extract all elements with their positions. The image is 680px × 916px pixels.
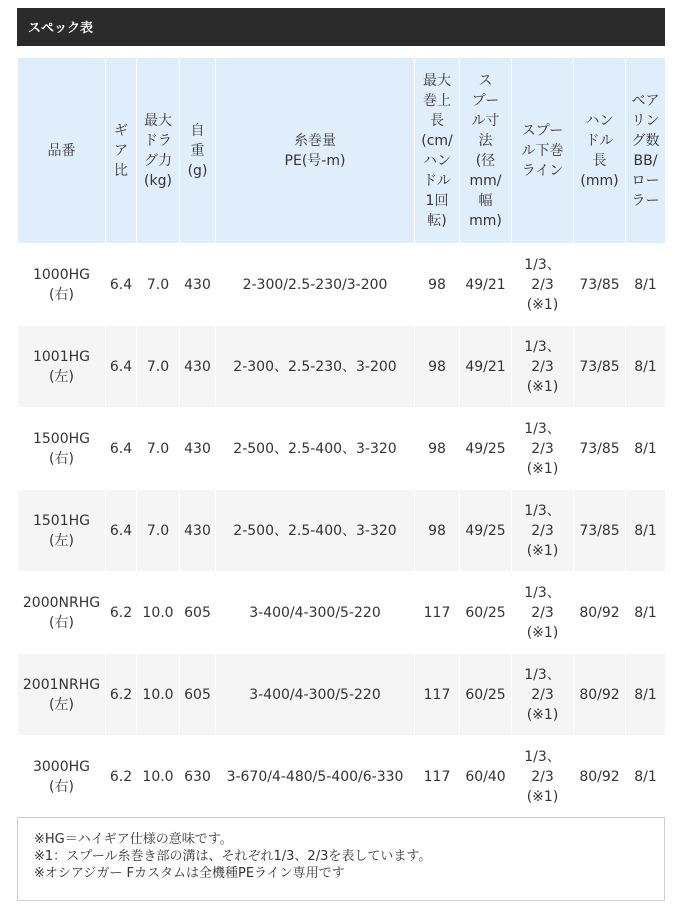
table-cell: 430	[180, 326, 216, 408]
table-cell: 98	[415, 408, 460, 490]
table-cell: 8/1	[626, 408, 666, 490]
table-cell: 2-500、2.5-400、3-320	[216, 408, 415, 490]
table-cell: 1500HG (右)	[18, 408, 106, 490]
header-cell: ハン ドル 長 (mm)	[574, 58, 626, 244]
table-cell: 430	[180, 490, 216, 572]
section-title-bar	[17, 8, 665, 46]
table-cell: 60/25	[460, 654, 512, 736]
table-cell: 49/21	[460, 244, 512, 326]
table-row	[18, 244, 666, 326]
table-cell: 1001HG (左)	[18, 326, 106, 408]
table-cell: 8/1	[626, 490, 666, 572]
table-cell: 60/40	[460, 736, 512, 818]
table-cell: 117	[415, 654, 460, 736]
table-cell: 60/25	[460, 572, 512, 654]
notes-box	[17, 817, 665, 901]
table-cell: 49/25	[460, 490, 512, 572]
table-cell: 10.0	[137, 736, 180, 818]
table-cell: 6.4	[106, 408, 137, 490]
table-cell: 430	[180, 408, 216, 490]
table-cell: 3-400/4-300/5-220	[216, 572, 415, 654]
table-cell: 73/85	[574, 326, 626, 408]
header-cell: 自 重 (g)	[180, 58, 216, 244]
table-cell: 2001NRHG (左)	[18, 654, 106, 736]
table-cell: 1/3、 2/3 (※1)	[512, 326, 574, 408]
spec-table	[17, 57, 666, 818]
table-row	[18, 572, 666, 654]
table-cell: 80/92	[574, 736, 626, 818]
table-cell: 8/1	[626, 736, 666, 818]
table-cell: 8/1	[626, 654, 666, 736]
table-cell: 1501HG (左)	[18, 490, 106, 572]
table-cell: 73/85	[574, 244, 626, 326]
table-cell: 3-670/4-480/5-400/6-330	[216, 736, 415, 818]
table-cell: 1/3、 2/3 (※1)	[512, 408, 574, 490]
table-cell: 80/92	[574, 572, 626, 654]
table-cell: 605	[180, 572, 216, 654]
table-row	[18, 736, 666, 818]
table-cell: 2-300、2.5-230、3-200	[216, 326, 415, 408]
table-cell: 7.0	[137, 244, 180, 326]
table-cell: 1/3、 2/3 (※1)	[512, 572, 574, 654]
table-cell: 2000NRHG (右)	[18, 572, 106, 654]
table-cell: 98	[415, 490, 460, 572]
table-cell: 10.0	[137, 654, 180, 736]
table-row	[18, 326, 666, 408]
table-cell: 8/1	[626, 572, 666, 654]
table-cell: 8/1	[626, 326, 666, 408]
table-cell: 630	[180, 736, 216, 818]
header-cell: ギア 比	[106, 58, 137, 244]
note-line: ※1：スプール糸巻き部の溝は、それぞれ1/3、2/3を表しています。	[34, 849, 432, 864]
table-row	[18, 654, 666, 736]
table-cell: 80/92	[574, 654, 626, 736]
table-cell: 49/21	[460, 326, 512, 408]
table-cell: 73/85	[574, 408, 626, 490]
header-cell: 最大 巻上 長 (cm/ ハン ドル 1回 転)	[415, 58, 460, 244]
table-cell: 3000HG (右)	[18, 736, 106, 818]
table-cell: 430	[180, 244, 216, 326]
table-cell: 1/3、 2/3 (※1)	[512, 244, 574, 326]
table-cell: 605	[180, 654, 216, 736]
table-cell: 1/3、 2/3 (※1)	[512, 490, 574, 572]
spec-table-container	[17, 57, 665, 818]
section-title: スペック表	[28, 21, 94, 36]
header-cell: ス プー ル寸 法 (径 mm/ 幅 mm)	[460, 58, 512, 244]
table-cell: 6.2	[106, 654, 137, 736]
table-header-row	[18, 58, 666, 244]
table-cell: 98	[415, 244, 460, 326]
table-cell: 1000HG (右)	[18, 244, 106, 326]
header-cell: ベア リン グ数 BB/ ロー ラー	[626, 58, 666, 244]
table-row	[18, 490, 666, 572]
table-cell: 7.0	[137, 326, 180, 408]
table-cell: 1/3、 2/3 (※1)	[512, 736, 574, 818]
table-cell: 2-300/2.5-230/3-200	[216, 244, 415, 326]
header-cell: スプー ル下巻 ライン	[512, 58, 574, 244]
table-cell: 6.4	[106, 244, 137, 326]
table-cell: 7.0	[137, 490, 180, 572]
table-cell: 6.4	[106, 490, 137, 572]
table-cell: 6.2	[106, 736, 137, 818]
header-cell: 品番	[18, 58, 106, 244]
header-cell: 糸巻量 PE(号-m)	[216, 58, 415, 244]
table-cell: 6.2	[106, 572, 137, 654]
table-cell: 73/85	[574, 490, 626, 572]
table-cell: 98	[415, 326, 460, 408]
note-line: ※HG＝ハイギア仕様の意味です。	[34, 832, 233, 847]
table-cell: 3-400/4-300/5-220	[216, 654, 415, 736]
table-cell: 7.0	[137, 408, 180, 490]
table-cell: 117	[415, 572, 460, 654]
table-cell: 49/25	[460, 408, 512, 490]
table-cell: 2-500、2.5-400、3-320	[216, 490, 415, 572]
header-cell: 最大 ドラ グ力 (kg)	[137, 58, 180, 244]
table-cell: 8/1	[626, 244, 666, 326]
table-cell: 1/3、 2/3 (※1)	[512, 654, 574, 736]
table-cell: 117	[415, 736, 460, 818]
table-cell: 6.4	[106, 326, 137, 408]
note-line: ※オシアジガー Fカスタムは全機種PEライン専用です	[34, 866, 345, 881]
table-cell: 10.0	[137, 572, 180, 654]
table-row	[18, 408, 666, 490]
